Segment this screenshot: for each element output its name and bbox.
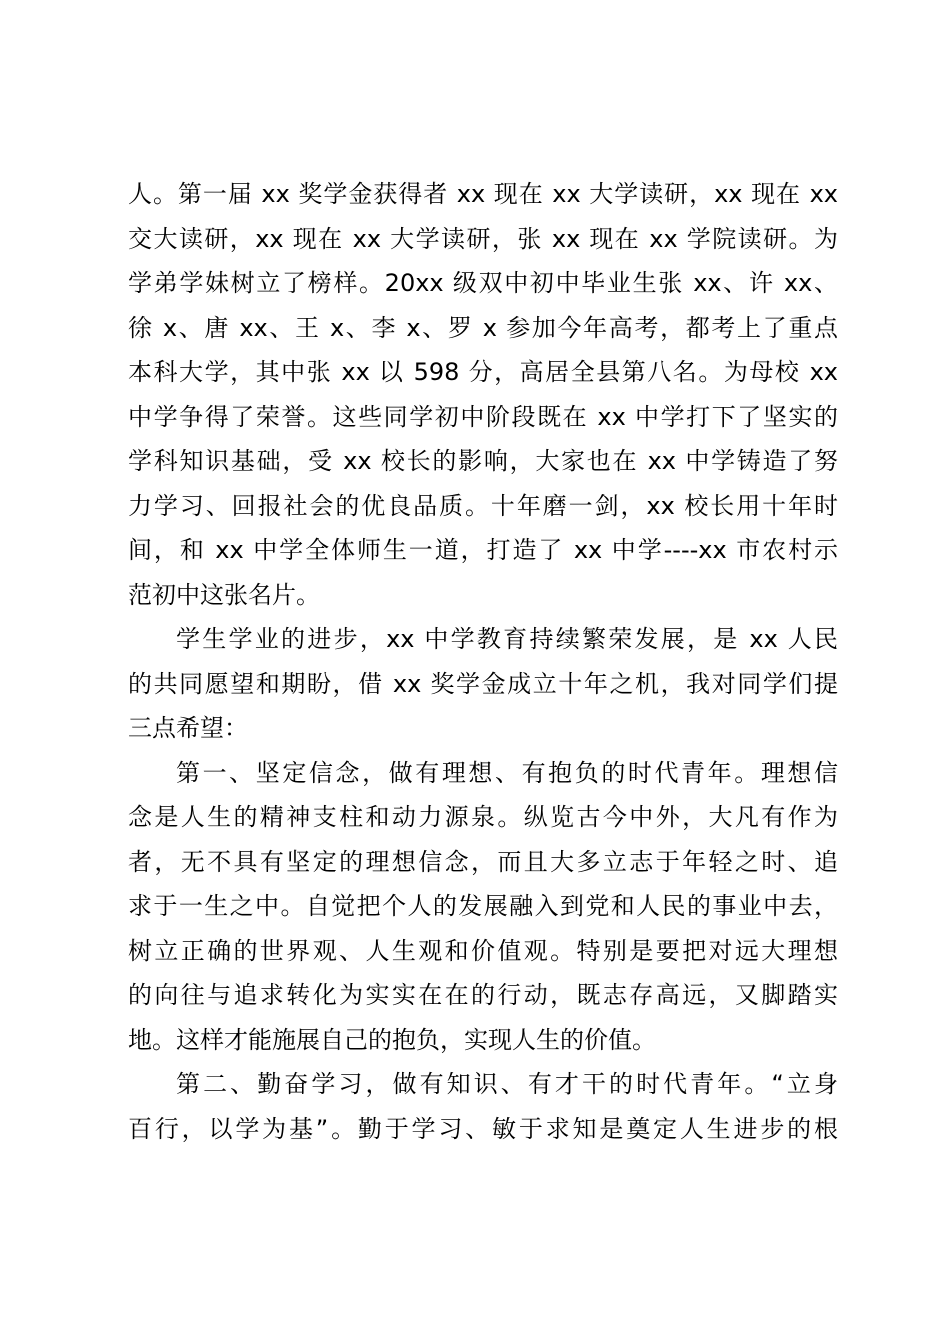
text-line-14: 第一、坚定信念，做有理想、有抱负的时代青年。理想信	[176, 758, 838, 787]
text-line-8: 力学习、回报社会的优良品质。十年磨一剑，xx 校长用十年时	[128, 491, 838, 520]
text-line-19: 的向往与追求转化为实实在在的行动，既志存高远，又脚踏实	[128, 981, 838, 1009]
text-line-20: 地。这样才能施展自己的抱负，实现人生的价值。	[128, 1025, 656, 1054]
paragraph-1	[128, 172, 838, 617]
text-line-18: 树立正确的世界观、人生观和价值观。特别是要把对远大理想	[128, 936, 838, 965]
text-line-11: 学生学业的进步，xx 中学教育持续繁荣发展，是 xx 人民	[176, 625, 838, 653]
text-line-3: 学弟学妹树立了榜样。20xx 级双中初中毕业生张 xx、许 xx、	[128, 269, 838, 297]
document-body	[128, 172, 838, 1151]
text-line-10: 范初中这张名片。	[128, 580, 320, 609]
text-line-15: 念是人生的精神支柱和动力源泉。纵览古今中外，大凡有作为	[128, 803, 838, 831]
text-line-6: 中学争得了荣誉。这些同学初中阶段既在 xx 中学打下了坚实的	[128, 402, 838, 431]
text-line-7: 学科知识基础，受 xx 校长的影响，大家也在 xx 中学铸造了努	[128, 447, 838, 475]
paragraph-2	[128, 617, 838, 751]
text-line-2: 交大读研，xx 现在 xx 大学读研，张 xx 现在 xx 学院读研。为	[128, 224, 838, 253]
text-line-21: 第二、勤奋学习，做有知识、有才干的时代青年。“立身	[176, 1070, 838, 1098]
text-line-13: 三点希望：	[128, 714, 248, 742]
text-line-22: 百行，以学为基”。勤于学习、敏于求知是奠定人生进步的根	[128, 1114, 838, 1143]
paragraph-4	[128, 1062, 838, 1151]
text-line-4: 徐 x、唐 xx、王 x、李 x、罗 x 参加今年高考，都考上了重点	[128, 313, 838, 342]
text-line-16: 者，无不具有坚定的理想信念，而且大多立志于年轻之时、追	[128, 847, 838, 876]
text-line-12: 的共同愿望和期盼，借 xx 奖学金成立十年之机，我对同学们提	[128, 669, 838, 698]
text-line-17: 求于一生之中。自觉把个人的发展融入到党和人民的事业中去，	[128, 892, 838, 920]
text-line-1: 人。第一届 xx 奖学金获得者 xx 现在 xx 大学读研，xx 现在 xx	[128, 180, 838, 208]
text-line-5: 本科大学，其中张 xx 以 598 分，高居全县第八名。为母校 xx	[128, 358, 838, 386]
paragraph-3	[128, 751, 838, 1063]
text-line-9: 间，和 xx 中学全体师生一道，打造了 xx 中学----xx 市农村示	[128, 536, 838, 564]
